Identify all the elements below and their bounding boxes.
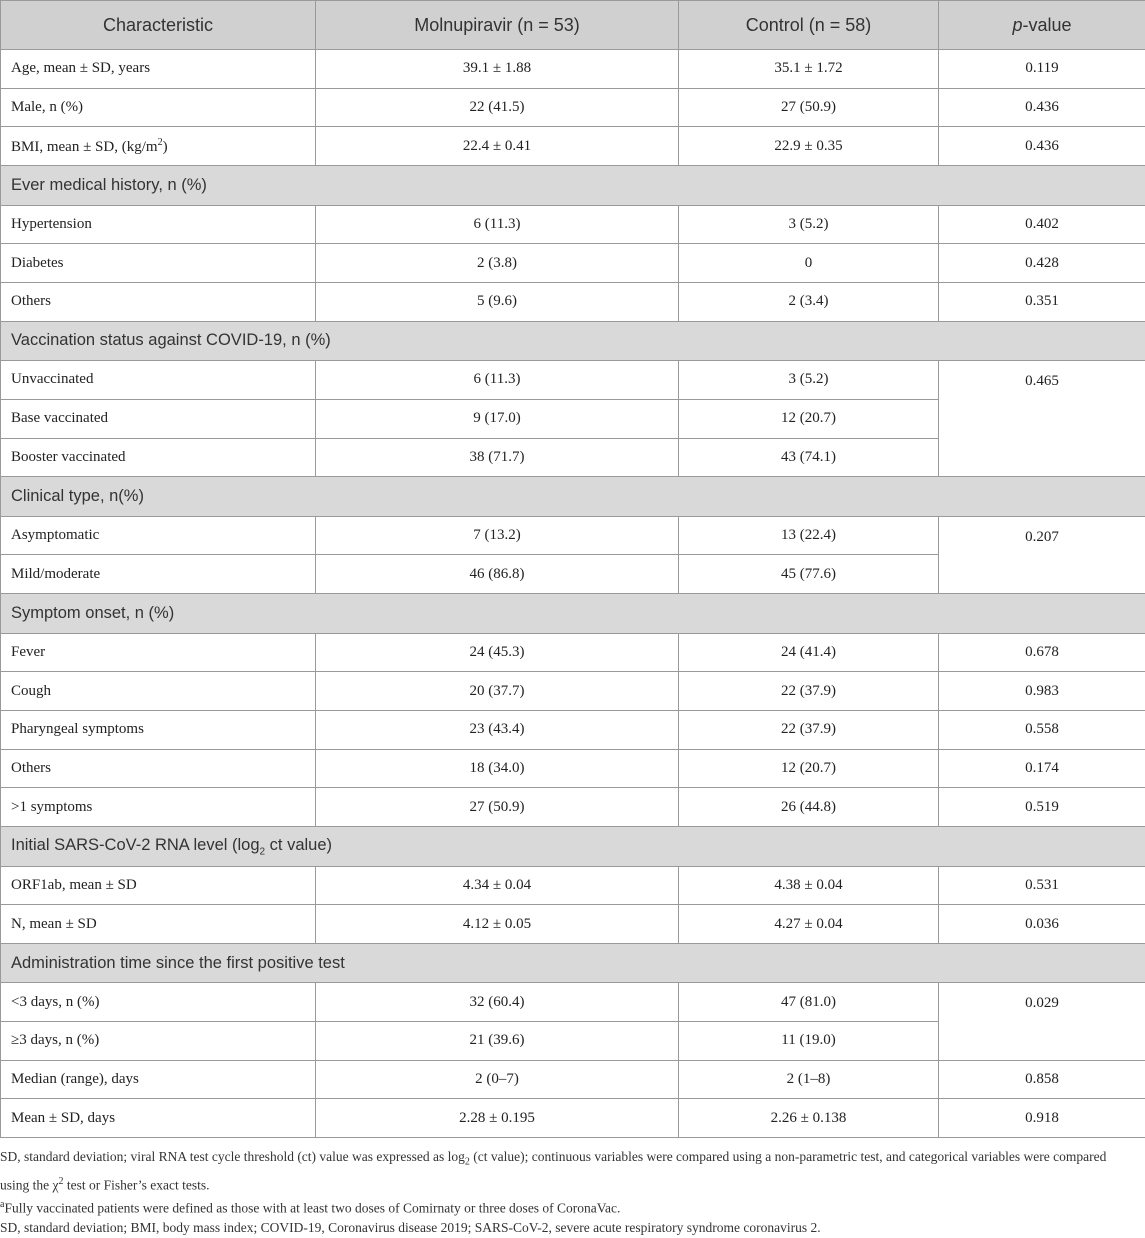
header-characteristic: Characteristic <box>1 1 316 50</box>
row-label: Others <box>1 749 316 788</box>
p-value: 0.402 <box>939 205 1145 244</box>
table-row <box>1 1099 1145 1138</box>
p-value: 0.918 <box>939 1099 1145 1138</box>
control-value: 3 (5.2) <box>679 361 939 400</box>
molnupiravir-value: 24 (45.3) <box>316 633 679 672</box>
control-value: 0 <box>679 244 939 283</box>
control-value: 2 (3.4) <box>679 282 939 321</box>
row-label: Mild/moderate <box>1 555 316 594</box>
section-title: Administration time since the first positive test <box>1 943 1145 983</box>
p-value: 0.465 <box>939 361 1145 477</box>
table-row <box>1 749 1145 788</box>
table-row <box>1 633 1145 672</box>
molnupiravir-value: 4.12 ± 0.05 <box>316 905 679 944</box>
row-label: Fever <box>1 633 316 672</box>
control-value: 4.27 ± 0.04 <box>679 905 939 944</box>
control-value: 47 (81.0) <box>679 983 939 1022</box>
bmi-label-text: BMI, mean ± SD, (kg/m <box>11 139 158 155</box>
footnote-marker: a <box>0 1199 4 1210</box>
row-label: Base vaccinated <box>1 399 316 438</box>
section-header <box>1 594 1145 634</box>
p-value: 0.428 <box>939 244 1145 283</box>
p-value: 0.531 <box>939 866 1145 905</box>
p-value: 0.351 <box>939 282 1145 321</box>
footnote-vaccination <box>0 1195 1135 1218</box>
molnupiravir-value: 9 (17.0) <box>316 399 679 438</box>
control-value: 22 (37.9) <box>679 710 939 749</box>
row-label: Pharyngeal symptoms <box>1 710 316 749</box>
table-row <box>1 88 1145 127</box>
table-row <box>1 361 1145 400</box>
row-label: Cough <box>1 672 316 711</box>
molnupiravir-value: 7 (13.2) <box>316 516 679 555</box>
table-row <box>1 788 1145 827</box>
bmi-label-close: ) <box>163 139 168 155</box>
control-value: 35.1 ± 1.72 <box>679 50 939 89</box>
molnupiravir-value: 2.28 ± 0.195 <box>316 1099 679 1138</box>
section-title: Vaccination status against COVID-19, n (%) <box>1 321 1145 361</box>
control-value: 12 (20.7) <box>679 399 939 438</box>
row-label: >1 symptoms <box>1 788 316 827</box>
molnupiravir-value: 6 (11.3) <box>316 361 679 400</box>
molnupiravir-value: 21 (39.6) <box>316 1022 679 1061</box>
row-label: Unvaccinated <box>1 361 316 400</box>
control-value: 12 (20.7) <box>679 749 939 788</box>
molnupiravir-value: 22.4 ± 0.41 <box>316 127 679 166</box>
header-p-value <box>939 1 1145 50</box>
row-label: Others <box>1 282 316 321</box>
footnote-definitions: SD, standard deviation; BMI, body mass index; COVID-19, Coronavirus disease 2019; SARS-CoV-2, severe acute respiratory syndrome coronavirus 2. <box>0 1218 1135 1238</box>
row-label: Male, n (%) <box>1 88 316 127</box>
footnote-abbreviations <box>0 1147 1135 1195</box>
section-title <box>1 827 1145 867</box>
header-control: Control (n = 58) <box>679 1 939 50</box>
row-label: Mean ± SD, days <box>1 1099 316 1138</box>
p-value: 0.207 <box>939 516 1145 593</box>
footnote-text: test or Fisher’s exact tests. <box>64 1178 210 1193</box>
p-value: 0.036 <box>939 905 1145 944</box>
footnote-text: SD, standard deviation; viral RNA test cycle threshold (ct) value was expressed as log <box>0 1149 465 1164</box>
row-label: Diabetes <box>1 244 316 283</box>
table-row <box>1 983 1145 1022</box>
p-value: 0.519 <box>939 788 1145 827</box>
p-value: 0.678 <box>939 633 1145 672</box>
row-label: Booster vaccinated <box>1 438 316 477</box>
table-row <box>1 244 1145 283</box>
row-label: ORF1ab, mean ± SD <box>1 866 316 905</box>
p-value: 0.119 <box>939 50 1145 89</box>
section-title: Ever medical history, n (%) <box>1 166 1145 206</box>
molnupiravir-value: 2 (3.8) <box>316 244 679 283</box>
p-value: 0.436 <box>939 88 1145 127</box>
section-header <box>1 321 1145 361</box>
control-value: 45 (77.6) <box>679 555 939 594</box>
control-value: 2.26 ± 0.138 <box>679 1099 939 1138</box>
table-row <box>1 50 1145 89</box>
row-label: N, mean ± SD <box>1 905 316 944</box>
control-value: 43 (74.1) <box>679 438 939 477</box>
row-label <box>1 127 316 166</box>
p-value: 0.858 <box>939 1060 1145 1099</box>
table-row <box>1 282 1145 321</box>
control-value: 22.9 ± 0.35 <box>679 127 939 166</box>
row-label: Hypertension <box>1 205 316 244</box>
section-title: Symptom onset, n (%) <box>1 594 1145 634</box>
section-header <box>1 943 1145 983</box>
footnote-text: (ct value); continuous variables were compared using a non-parametric test, and categorical variables were compared using the χ <box>0 1149 1106 1193</box>
row-label: Age, mean ± SD, years <box>1 50 316 89</box>
molnupiravir-value: 46 (86.8) <box>316 555 679 594</box>
table-row <box>1 205 1145 244</box>
control-value: 4.38 ± 0.04 <box>679 866 939 905</box>
row-label: Median (range), days <box>1 1060 316 1099</box>
p-value: 0.983 <box>939 672 1145 711</box>
table-row <box>1 127 1145 166</box>
molnupiravir-value: 4.34 ± 0.04 <box>316 866 679 905</box>
control-value: 2 (1–8) <box>679 1060 939 1099</box>
header-molnupiravir: Molnupiravir (n = 53) <box>316 1 679 50</box>
table-row <box>1 516 1145 555</box>
row-label: <3 days, n (%) <box>1 983 316 1022</box>
molnupiravir-value: 18 (34.0) <box>316 749 679 788</box>
p-value: 0.436 <box>939 127 1145 166</box>
section-title: Clinical type, n(%) <box>1 477 1145 517</box>
molnupiravir-value: 22 (41.5) <box>316 88 679 127</box>
p-value: 0.174 <box>939 749 1145 788</box>
table-row <box>1 710 1145 749</box>
rna-title-subscript: 2 <box>260 846 266 857</box>
control-value: 24 (41.4) <box>679 633 939 672</box>
molnupiravir-value: 2 (0–7) <box>316 1060 679 1099</box>
row-label: Asymptomatic <box>1 516 316 555</box>
molnupiravir-value: 5 (9.6) <box>316 282 679 321</box>
control-value: 3 (5.2) <box>679 205 939 244</box>
section-header <box>1 827 1145 867</box>
rna-title-text: Initial SARS-CoV-2 RNA level (log <box>11 836 260 854</box>
header-p-italic: p <box>1012 15 1022 35</box>
molnupiravir-value: 20 (37.7) <box>316 672 679 711</box>
molnupiravir-value: 6 (11.3) <box>316 205 679 244</box>
header-row <box>1 1 1145 50</box>
molnupiravir-value: 39.1 ± 1.88 <box>316 50 679 89</box>
footnote-subscript: 2 <box>465 1157 470 1168</box>
molnupiravir-value: 38 (71.7) <box>316 438 679 477</box>
molnupiravir-value: 32 (60.4) <box>316 983 679 1022</box>
p-value: 0.558 <box>939 710 1145 749</box>
footnote-text: Fully vaccinated patients were defined as those with at least two doses of Comirnaty or three doses of CoronaVac. <box>4 1201 620 1216</box>
section-header <box>1 166 1145 206</box>
control-value: 13 (22.4) <box>679 516 939 555</box>
section-header <box>1 477 1145 517</box>
molnupiravir-value: 23 (43.4) <box>316 710 679 749</box>
control-value: 26 (44.8) <box>679 788 939 827</box>
control-value: 22 (37.9) <box>679 672 939 711</box>
header-p-suffix: -value <box>1022 15 1071 35</box>
table-row <box>1 672 1145 711</box>
control-value: 27 (50.9) <box>679 88 939 127</box>
molnupiravir-value: 27 (50.9) <box>316 788 679 827</box>
p-value: 0.029 <box>939 983 1145 1060</box>
control-value: 11 (19.0) <box>679 1022 939 1061</box>
rna-title-end: ct value) <box>265 836 332 854</box>
table-row <box>1 905 1145 944</box>
table-row <box>1 1060 1145 1099</box>
row-label: ≥3 days, n (%) <box>1 1022 316 1061</box>
table-row <box>1 866 1145 905</box>
bmi-label-superscript: 2 <box>158 137 163 148</box>
table-footnotes <box>0 1147 1135 1238</box>
footnote-superscript: 2 <box>59 1176 64 1187</box>
